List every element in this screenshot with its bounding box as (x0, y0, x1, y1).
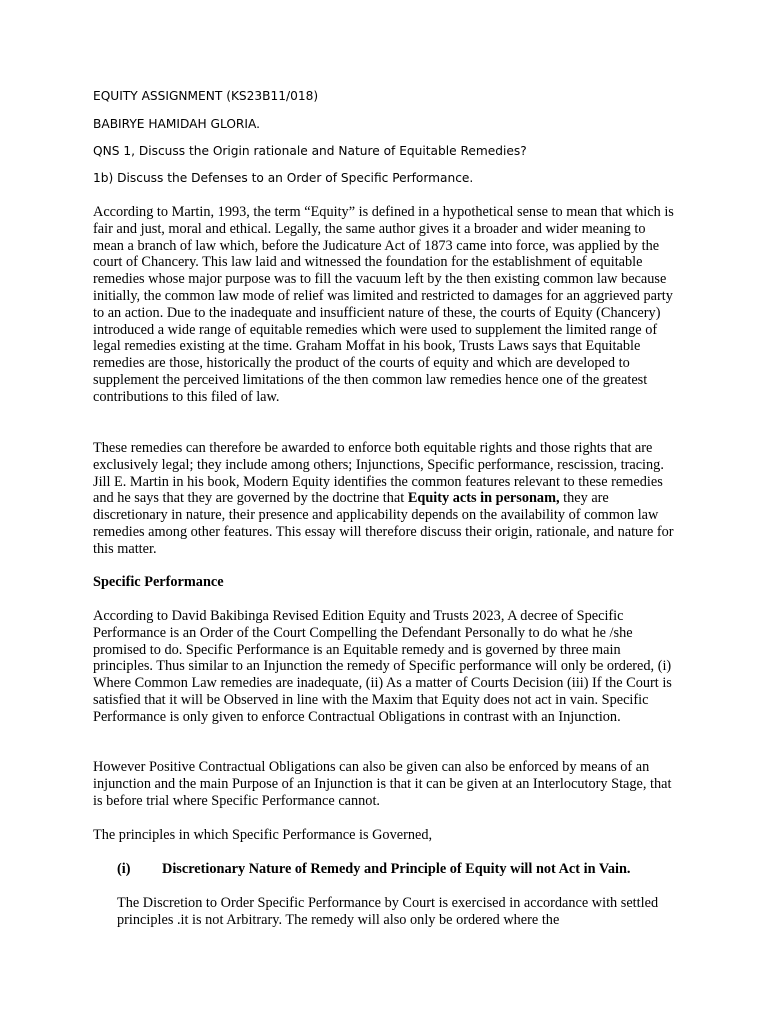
question-1: QNS 1, Discuss the Origin rationale and Nature of Equitable Remedies? (93, 144, 527, 158)
paragraph-2-bold: Equity acts in personam, (407, 490, 560, 507)
author-name: BABIRYE HAMIDAH GLORIA. (93, 117, 260, 131)
assignment-title: EQUITY ASSIGNMENT (KS23B11/018) (93, 89, 319, 103)
list-item-title: Discretionary Nature of Remedy and Principle of Equity will not Act in Vain. (162, 861, 631, 877)
question-1b: 1b) Discuss the Defenses to an Order of Specific Performance. (93, 171, 474, 185)
paragraph-6: The Discretion to Order Specific Performance by Court is exercised in accordance with settled principles .it is not Arbitrary. The remedy will also only be ordered where the (117, 895, 659, 928)
paragraph-5: The principles in which Specific Performance is Governed, (93, 827, 433, 843)
paragraph-3: According to David Bakibinga Revised Edition Equity and Trusts 2023, A decree of Specific Performance is an Order of the Court Compelling the Defendant Personally to do what he /she promised to do. Specific Performance is an Equitable remedy and is governed by three main principles. Thus similar to an Injunction the remedy of Specific performance will only be ordered, (i) Where Common Law remedies are inadequate, (ii) As a matter of Courts Decision (iii) If the Court is satisfied that it will be Observed in line with the Maxim that Equity does not act in vain. Specific Performance is only given to enforce Contractual Obligations in contrast with an Injunction. (93, 608, 672, 725)
paragraph-1: According to Martin, 1993, the term “Equity” is defined in a hypothetical sense to mean that which is fair and just, moral and ethical. Legally, the same author gives it a broader and wider meaning to mean a branch of law which, before the Judicature Act of 1873 came into force, was applied by the court of Chancery. This law laid and witnessed the foundation for the establishment of equitable remedies whose major purpose was to fill the vacuum left by the then existing common law because initially, the common law mode of relief was limited and restricted to damages for an aggrieved party to an action. Due to the inadequate and insufficient nature of these, the courts of Equity (Chancery) introduced a wide range of equitable remedies which were used to supplement the limited range of legal remedies existing at the time. Graham Moffat in his book, Trusts Laws says that Equitable remedies are those, historically the product of the courts of equity and which are developed to supplement the perceived limitations of the then common law remedies hence one of the greatest contributions to this filed of law. (93, 204, 674, 405)
paragraph-2-text-a: These remedies can therefore be awarded to enforce both equitable rights and those rights that are exclusively legal; they include among others; Injunctions, Specific performance, rescission, tracing. Jill E. Martin in his book, Modern Equity identifies the common features relevant to these remedies and he says that they are governed by the doctrine that (93, 440, 664, 507)
list-item-number: (i) (117, 861, 131, 877)
list-item-heading (117, 861, 631, 878)
paragraph-4: However Positive Contractual Obligations can also be given can also be enforced by means of an injunction and the main Purpose of an Injunction is that it can be given at an Interlocutory Stage, that is before trial where Specific Performance cannot. (93, 759, 672, 809)
paragraph-2 (93, 440, 678, 558)
paragraph-2-text-b: they are discretionary in nature, their presence and applicability depends on the availability of common law remedies among other features. This essay will therefore discuss their origin, rationale, and nature for this matter. (93, 490, 674, 557)
section-heading: Specific Performance (93, 574, 224, 590)
